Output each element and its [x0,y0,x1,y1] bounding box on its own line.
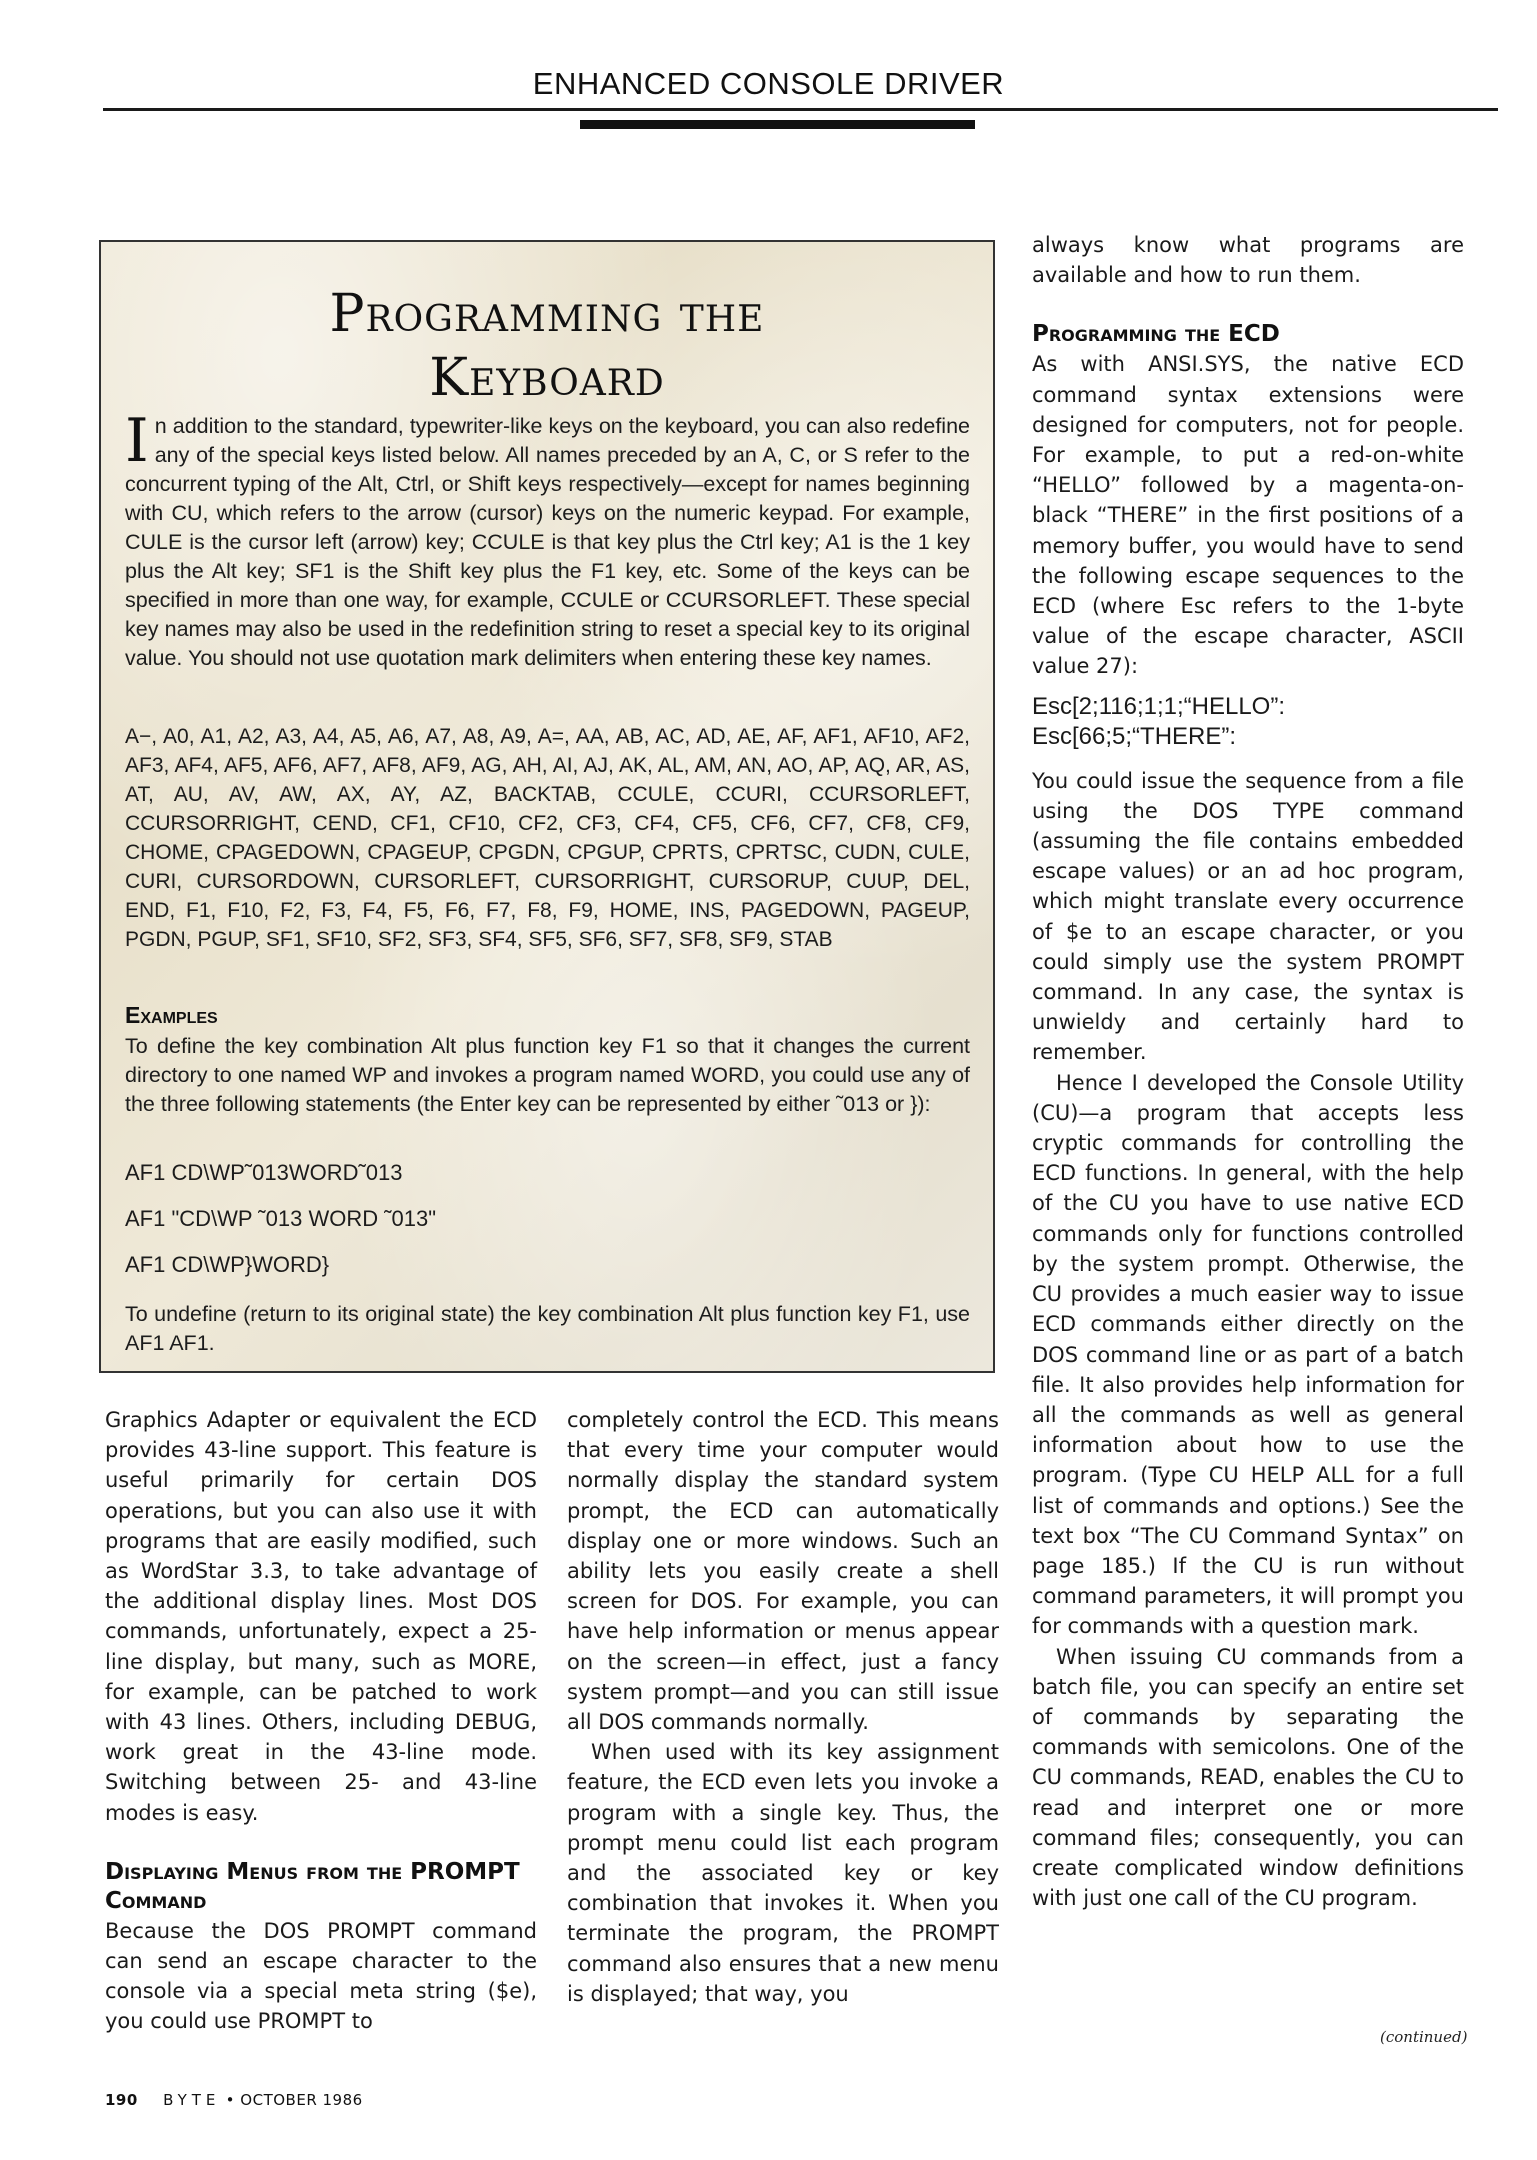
code-example-2: AF1 "CD\WP ˜013 WORD ˜013" [125,1206,437,1231]
special-key-list: A−, A0, A1, A2, A3, A4, A5, A6, A7, A8, A9, A=, AA, AB, AC, AD, AE, AF, AF1, AF10, AF2, AF3, AF4, AF5, AF6, AF7, AF8, AF9, AG, AH, AI, AJ, AK, AL, AM, AN, AO, AP, AQ, AR, AS, AT, AU, AV, AW, AX, AY, AZ, BACKTAB, CCULE, CCURI, CCURSORLEFT, CCURSORRIGHT, CEND, CF1, CF10, CF2, CF3, CF4, CF5, CF6, CF7, CF8, CF9, CHOME, CPAGEDOWN, CPAGEUP, CPGDN, CPGUP, CPRTS, CPRTSC, CUDN, CULE, CURI, CURSORDOWN, CURSORLEFT, CURSORRIGHT, CURSORUP, CUUP, DEL, END, F1, F10, F2, F3, F4, F5, F6, F7, F8, F9, HOME, INS, PAGEDOWN, PAGEUP, PGDN, PGUP, SF1, SF10, SF2, SF3, SF4, SF5, SF6, SF7, SF8, SF9, STAB [125,725,970,951]
sidebar-title-line2: Keyboard [429,348,665,408]
footer-separator: • [225,2091,236,2109]
escape-sequence-1: Esc[2;116;1;1;“HELLO”: [1032,692,1286,720]
issue-date: OCTOBER 1986 [240,2091,363,2109]
section-heading-displaying-menus: Displaying Menus from the PROMPT Command [105,1858,520,1914]
right-column [1032,230,1464,1913]
sidebar-intro [125,406,970,673]
paragraph: completely control the ECD. This means that every time your computer would normally display the standard system prompt, the ECD can automatically display one or more windows. Such an ability lets you easily create a shell screen for DOS. For example, you can have help information or menus appear on the screen—in effect, just a fancy system prompt—and you can still issue all DOS commands normally. [567,1408,999,1735]
sidebar-title [101,282,993,410]
header-bar [580,120,975,129]
paragraph: As with ANSI.SYS, the native ECD command syntax extensions were designed for computers, not for people. For example, to put a red-on-white “HELLO” followed by a magenta-on-black “THERE” in the first positions of a memory buffer, you would have to send the following escape sequences to the ECD (where Esc refers to the 1-byte value of the escape character, ASCII value 27): [1032,352,1464,679]
sidebar-intro-text: n addition to the standard, typewriter-like keys on the keyboard, you can also redefine any of the special keys listed below. All names preceded by an A, C, or S refer to the concurrent typing of the Alt, Ctrl, or Shift keys respectively—except for names beginning with CU, which refers to the arrow (cursor) keys on the numeric keypad. For example, CULE is the cursor left (arrow) key; CCULE is that key plus the Ctrl key; A1 is the 1 key plus the Alt key; SF1 is the Shift key plus the F1 key, etc. Some of the keys can be specified in more than one way, for example, CCULE or CCURSORLEFT. These special key names may also be used in the redefinition string to reset a special key to its original value. You should not use quotation mark delimiters when entering these key names. [125,414,970,670]
running-head: ENHANCED CONSOLE DRIVER [532,66,1005,101]
sidebar-box [99,240,995,1373]
page-footer [105,2091,363,2109]
sidebar-title-line1: Programming the [329,284,765,344]
paragraph: always know what programs are available and how to run them. [1032,233,1464,288]
examples-text: To define the key combination Alt plus function key F1 so that it changes the current directory to one named WP and invokes a program named WORD, you could use any of the three following statements (the Enter key can be represented by either ˜013 or }): [125,1034,970,1116]
paragraph: Graphics Adapter or equivalent the ECD provides 43-line support. This feature is useful primarily for certain DOS operations, but you can also use it with programs that are easily modified, such as WordStar 3.3, to take advantage of the additional display lines. Most DOS commands, unfortunately, expect a 25-line display, but many, such as MORE, for example, can be patched to work with 43 lines. Others, including DEBUG, work great in the 43-line mode. Switching between 25- and 43-line modes is easy. [105,1408,537,1825]
escape-sequence-2: Esc[66;5;“THERE”: [1032,722,1237,750]
page-number: 190 [105,2091,138,2109]
middle-column [567,1405,999,2009]
header-rule [103,108,1498,111]
paragraph: Hence I developed the Console Utility (CU)—a program that accepts less cryptic commands for controlling the ECD functions. In general, with the help of the CU you have to use native ECD commands only for functions controlled by the system prompt. Otherwise, the CU provides a much easier way to issue ECD commands either directly on the DOS command line or as part of a batch file. It also provides help information for all the commands as well as general information about how to use the program. (Type CU HELP ALL for a full list of commands and options.) See the text box “The CU Command Syntax” on page 185.) If the CU is run without command parameters, it will prompt you for commands with a question mark. [1032,1070,1464,1639]
escape-sequence-block [1032,692,1464,752]
examples-heading: Examples [125,1002,218,1028]
drop-cap: I [125,406,149,476]
continued-note: (continued) [1380,2028,1468,2046]
paragraph: You could issue the sequence from a file using the DOS TYPE command (assuming the file contains embedded escape values) or an ad hoc program, which might translate every occurrence of $e to an escape character, or you could simply use the system PROMPT command. In any case, the syntax is unwieldy and certainly hard to remember. [1032,768,1464,1065]
magazine-name: BYTE [163,2091,221,2109]
undefine-text: To undefine (return to its original state) the key combination Alt plus function key F1, use AF1 AF1. [125,1302,970,1355]
paragraph: Because the DOS PROMPT command can send an escape character to the console via a special meta string ($e), you could use PROMPT to [105,1918,537,2034]
left-column [105,1405,537,2037]
code-example-1: AF1 CD\WP˜013WORD˜013 [125,1160,403,1185]
paragraph: When used with its key assignment feature, the ECD even lets you invoke a program with a single key. Thus, the prompt menu could list each program and the associated key or key combination that invokes it. When you terminate the program, the PROMPT command also ensures that a new menu is displayed; that way, you [567,1740,999,2006]
code-example-3: AF1 CD\WP}WORD} [125,1252,330,1277]
section-heading-programming-ecd: Programming the ECD [1032,321,1280,348]
paragraph: When issuing CU commands from a batch file, you can specify an entire set of commands by separating the commands with semicolons. One of the CU commands, READ, enables the CU to read and interpret one or more command files; consequently, you can create complicated window definitions with just one call of the CU program. [1032,1644,1464,1911]
